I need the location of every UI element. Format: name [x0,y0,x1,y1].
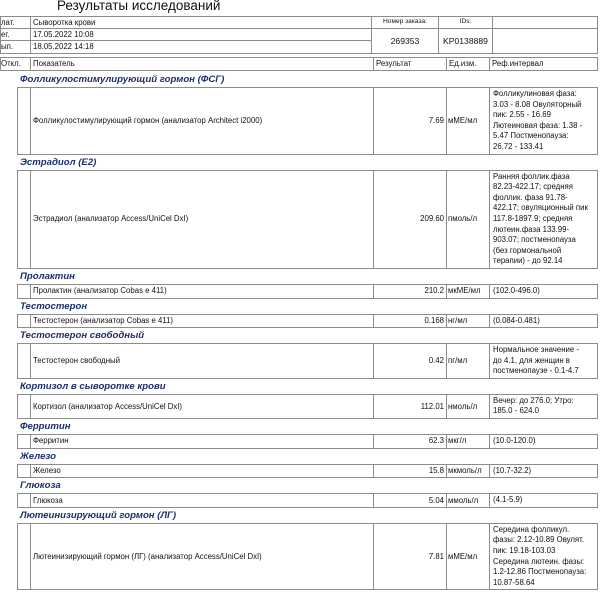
deviation-cell [18,171,30,268]
order-number: 269353 [372,29,438,53]
result-value: 15.8 [374,465,446,478]
material-value: Сыворотка крови [31,17,371,28]
test-name: Железо [31,465,373,478]
reference-interval [490,395,597,418]
reference-line: пик: 19.18-103.03 [493,546,556,556]
reference-line: 10.87-58.64 [493,577,535,587]
unit: мМЕ/мл [447,524,489,590]
empty-cell [493,17,597,28]
registered-label: ег. [1,29,30,40]
reference-interval [490,465,597,478]
result-value: 0.42 [374,344,446,378]
reference-line: фазы: 2.12-10.89 Овулят. [493,535,585,545]
column-header-unit: Ед.изм. [447,58,489,70]
unit: пг/мл [447,344,489,378]
result-row [17,493,598,508]
reference-line: 82.23-422.17; средняя [493,182,573,192]
reference-interval [490,88,597,154]
test-name: Лютеинизирующий гормон (ЛГ) (анализатор Access/UniCel DxI) [31,524,373,590]
ids-label: IDs: [439,17,492,28]
reference-line: (10.7-32.2) [493,465,532,475]
unit: мМЕ/мл [447,88,489,154]
completed-label: ып. [1,41,30,53]
reference-interval [490,435,597,448]
section-title: Пролактин [20,270,75,282]
unit: пмоль/л [447,171,489,268]
result-row [17,87,598,155]
result-value: 209.60 [374,171,446,268]
test-name: Тестостерон свободный [31,344,373,378]
column-header-indicator: Показатель [31,58,373,70]
empty-cell [493,29,597,53]
reference-line: 117.8-1897.9; средняя [493,213,573,223]
reference-line: Середина фолликул. [493,524,570,534]
reference-line: 5.47 Постменопауза: [493,131,569,141]
reference-interval [490,315,597,328]
completed-datetime: 18.05.2022 14:18 [31,41,371,53]
result-value: 0.168 [374,315,446,328]
registered-datetime: 17.05.2022 10:08 [31,29,371,40]
reference-line: (4.1-5.9) [493,495,523,505]
deviation-cell [18,344,30,378]
results-table [0,57,598,590]
column-header-reference: Реф.интервал [490,58,597,70]
result-row [17,170,598,269]
ids-value: KP0138889 [439,29,492,53]
section-title: Тестостерон [20,300,88,312]
section-title: Ферритин [20,421,71,433]
reference-line: 3.03 - 8.08 Овуляторный [493,99,582,109]
order-header-table [0,16,598,54]
reference-line: лютеин.фаза 133.99- [493,224,570,234]
result-value: 7.81 [374,524,446,590]
reference-interval [490,171,597,268]
reference-line: (102.0-496.0) [493,285,540,295]
reference-line: (без гормональной [493,245,562,255]
unit: мкмоль/л [447,465,489,478]
unit: мкг/л [447,435,489,448]
result-row [17,434,598,449]
reference-line: Ранняя фоллик.фаза [493,171,570,181]
test-name: Пролактин (анализатор Cobas e 411) [31,285,373,298]
reference-line: 1.2-12.86 Постменопауза: [493,567,587,577]
section-title: Фолликулостимулирующий гормон (ФСГ) [20,74,225,85]
reference-interval [490,494,597,507]
deviation-cell [18,315,30,328]
section-title: Кортизол в сыворотке крови [20,380,166,392]
result-value: 62.3 [374,435,446,448]
results-body [0,71,598,590]
section-title: Лютеинизирующий гормон (ЛГ) [20,509,177,521]
result-value: 210.2 [374,285,446,298]
reference-line: Середина лютеин. фазы: [493,556,585,566]
reference-interval [490,344,597,378]
test-name: Глюкоза [31,494,373,507]
reference-line: фоллик. фаза 91.78- [493,192,568,202]
result-row [17,464,598,479]
deviation-cell [18,88,30,154]
test-name: Ферритин [31,435,373,448]
order-number-label: Номер заказа: [372,17,438,28]
reference-interval [490,524,597,590]
section-title: Эстрадиол (Е2) [20,156,97,168]
test-name: Эстрадиол (анализатор Access/UniCel DxI) [31,171,373,268]
reference-line: Фолликулиновая фаза: [493,89,577,98]
result-value: 112.01 [374,395,446,418]
column-header-result: Результат [374,58,446,70]
deviation-cell [18,395,30,418]
reference-line: 422.17; овуляционный пик [493,203,588,213]
result-row [17,394,598,419]
section-title: Глюкоза [20,480,61,492]
reference-line: (0.084-0.481) [493,315,540,325]
result-value: 7.69 [374,88,446,154]
material-label: лат. [1,17,30,28]
reference-line: 185.0 - 624.0 [493,406,539,416]
deviation-cell [18,465,30,478]
reference-line: Лютеиновая фаза: 1.38 - [493,120,583,130]
deviation-cell [18,524,30,590]
result-row [17,343,598,379]
section-title: Тестостерон свободный [20,330,145,342]
reference-line: пик: 2.55 - 16.69 [493,110,551,120]
reference-line: Вечер: до 276.0; Утро: [493,395,574,405]
unit: ммоль/л [447,494,489,507]
test-name: Фолликулостимулирующий гормон (анализатор Architect i2000) [31,88,373,154]
deviation-cell [18,285,30,298]
reference-line: постменопаузе - 0.1-4.7 [493,366,579,376]
reference-line: (10.0-120.0) [493,436,536,446]
result-row [17,284,598,299]
test-name: Кортизол (анализатор Access/UniCel DxI) [31,395,373,418]
test-name: Тестостерон (анализатор Cobas e 411) [31,315,373,328]
report-title: Результаты исследований [57,0,221,13]
results-table-header [0,57,598,71]
unit: нг/мл [447,315,489,328]
result-row [17,523,598,591]
reference-interval [490,285,597,298]
section-title: Железо [20,450,57,462]
column-header-deviation: Откл. [1,58,30,70]
reference-line: до 4.1, для женщин в [493,355,570,365]
reference-line: терапии) - до 92.14 [493,256,563,266]
reference-line: 903.07; постменопауза [493,235,576,245]
unit: мкМЕ/мл [447,285,489,298]
deviation-cell [18,435,30,448]
reference-line: Нормальное значение - [493,345,579,355]
deviation-cell [18,494,30,507]
result-value: 5.04 [374,494,446,507]
result-row [17,314,598,329]
reference-line: 26.72 - 133.41 [493,141,544,151]
unit: нмоль/л [447,395,489,418]
